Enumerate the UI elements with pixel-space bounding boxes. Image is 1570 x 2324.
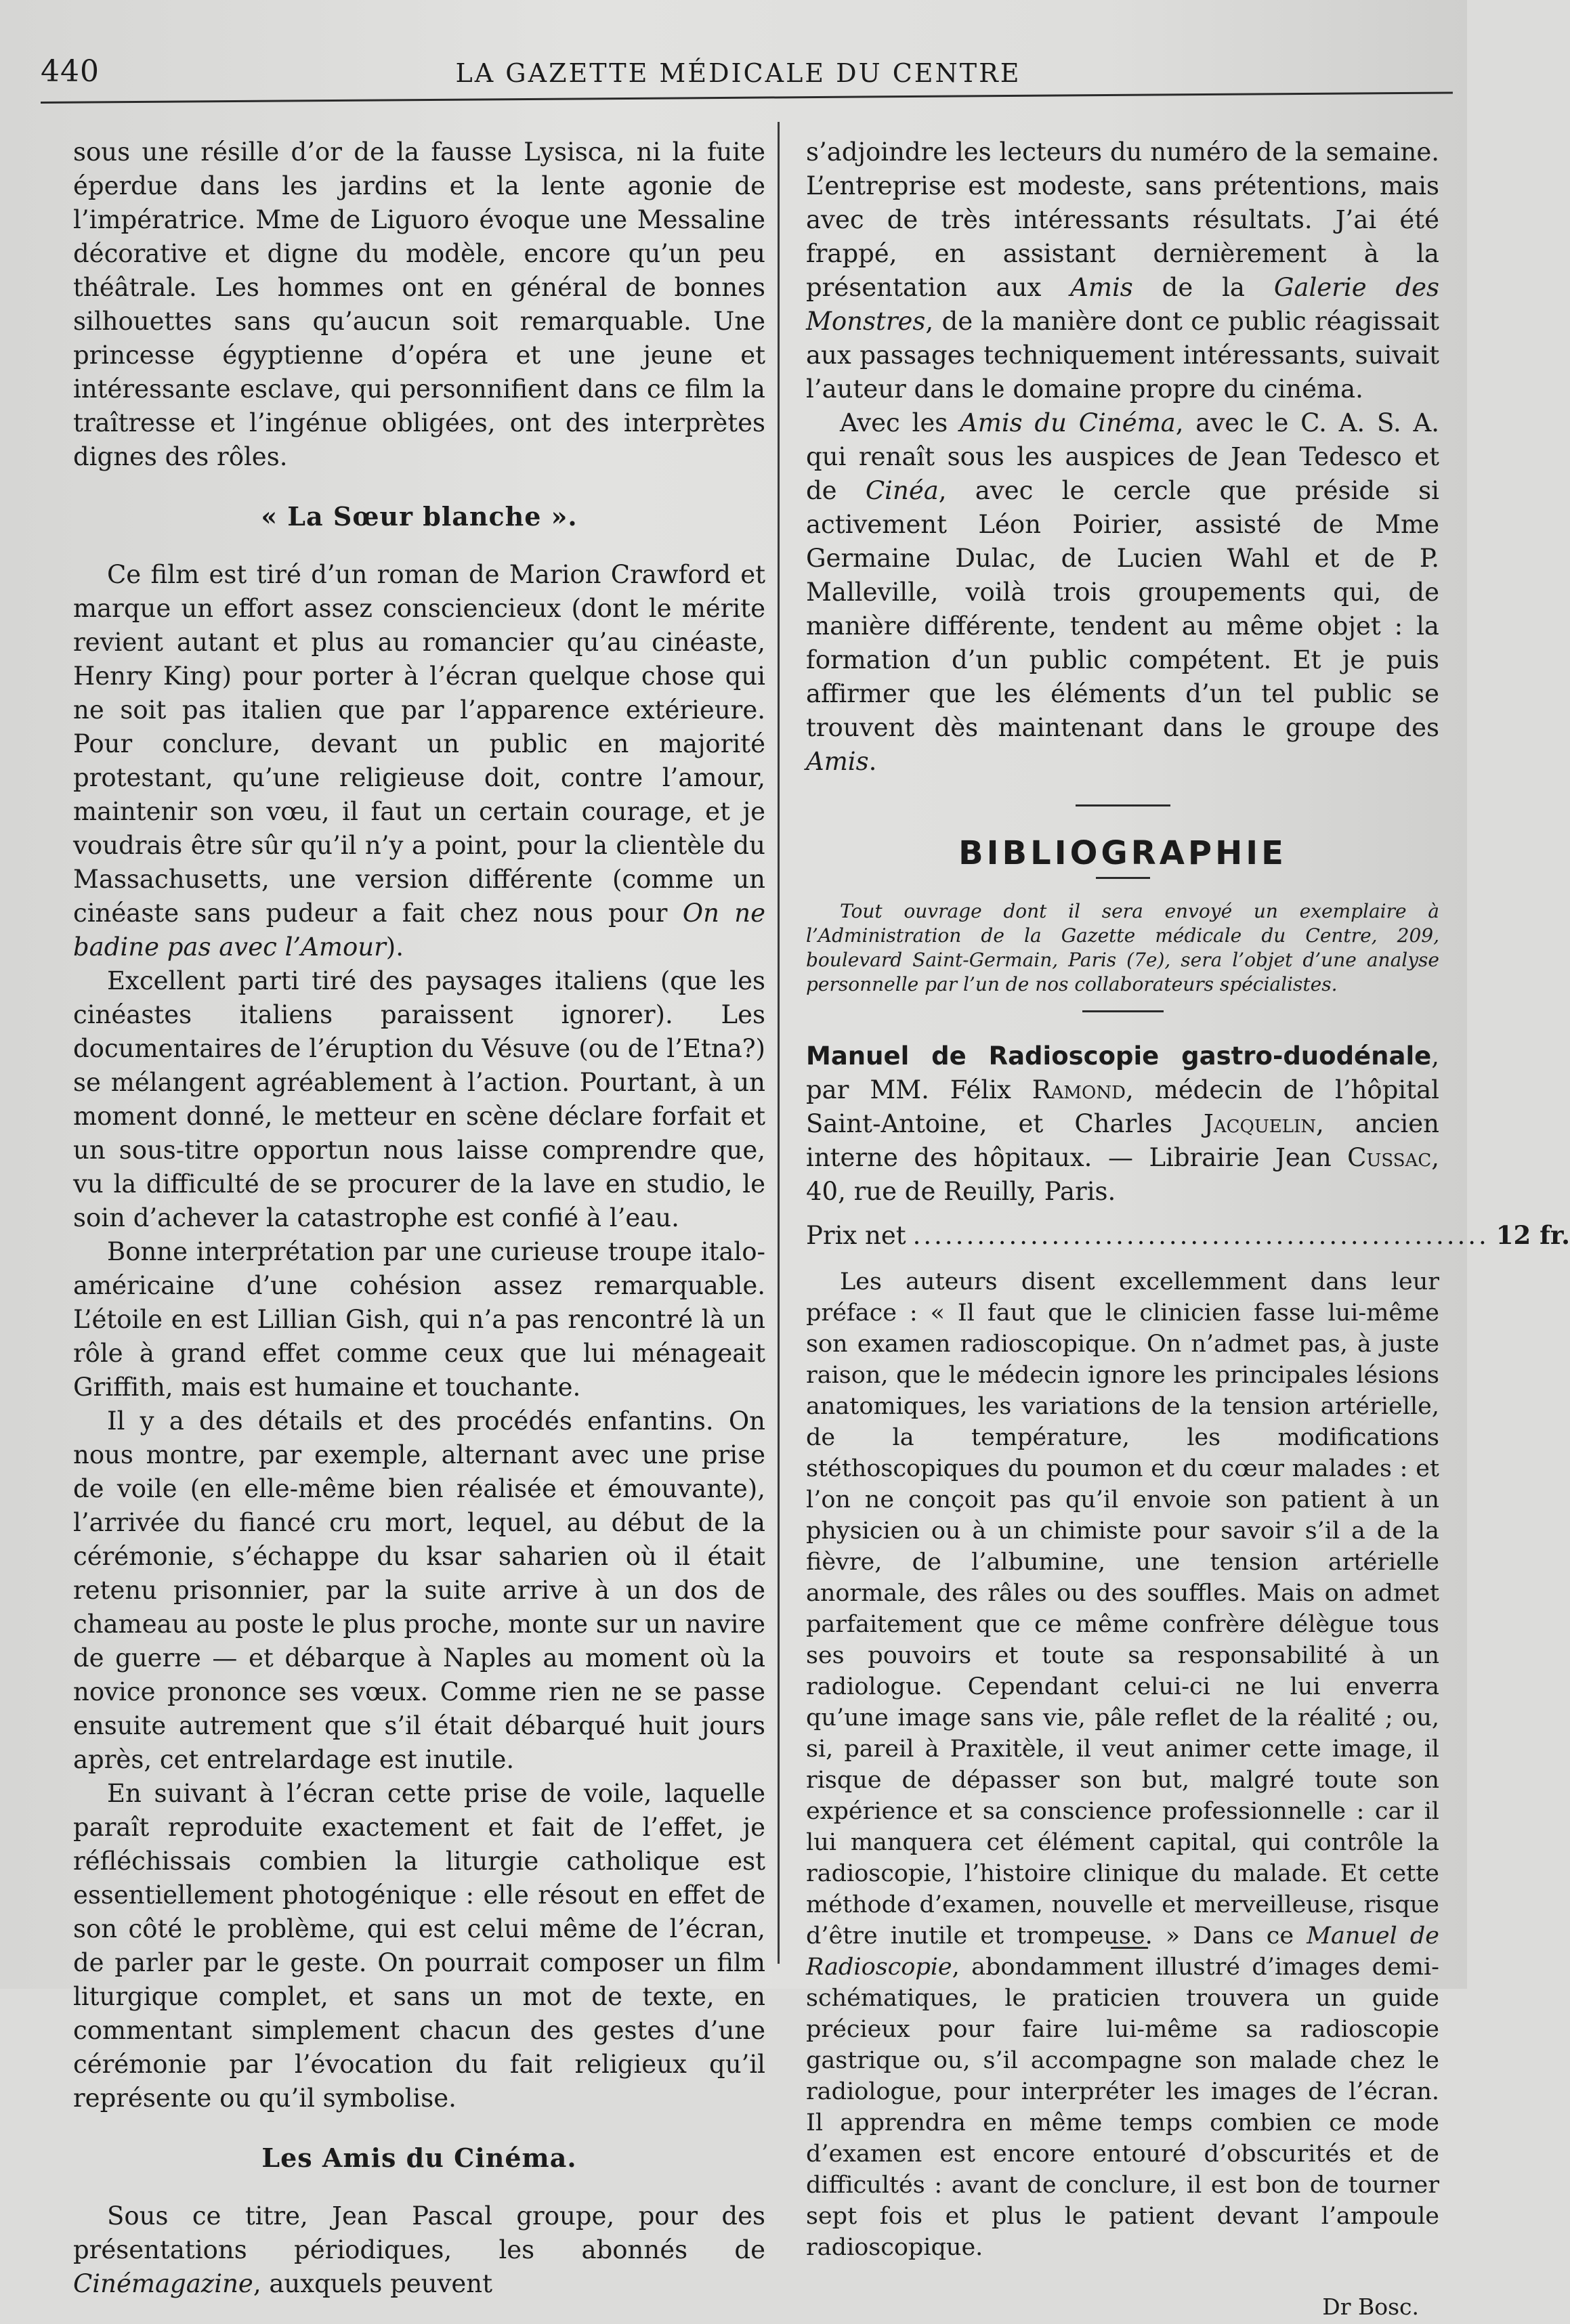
paragraph: sous une résille d’or de la fausse Lysisca, ni la fuite éperdue dans les jardins et la lente agonie de l’impératrice. Mme de Liguoro évoque une Messaline décorative et digne du modèle, encore qu’un peu théâtrale. Les hommes ont en général de bonnes silhouettes sans qu’aucun soit remarquable. Une princesse égyptienne d’opéra et une jeune et intéressante esclave, qui personnifient dans ce film la traîtresse et l’ingénue obligées, ont des interprètes dignes des rôles.	[73, 137, 765, 471]
italic-title: Cinémagazine	[73, 2269, 253, 2298]
footer-rule	[1111, 1947, 1148, 1949]
price-line	[806, 1218, 1570, 1253]
price-value: 12 fr.	[1495, 1220, 1570, 1250]
section-heading-amis-du-cinema: Les Amis du Cinéma.	[261, 2143, 577, 2173]
paragraph: Excellent parti tiré des paysages italiens (que les cinéastes italiens paraissent ignorer). Les documentaires de l’éruption du Vésuve (ou de l’Etna?) se mélangent agréablement à l’action. Pourtant, à un moment donné, le metteur en scène déclare forfait et un sous-titre opportun nous laisse comprendre que, vu la difficulté de se procurer de la lave en studio, le soin d’achever la catastrophe est confié à l’eau.	[73, 966, 765, 1232]
price-leader: ......................................................	[912, 1221, 1489, 1250]
left-column	[73, 135, 765, 2301]
paragraph: Avec les Amis du Cinéma, avec le C. A. S. A. qui renaît sous les auspices de Jean Tedesco et de Cinéa, avec le cercle que préside si activement Léon Poirier, assisté de Mme Germaine Dulac, de Lucien Wahl et de P. Malleville, voilà trois groupements qui, de manière différente, tendent au même objet : la formation d’un public compétent. Et je puis affirmer que les éléments d’un tel public se trouvent dès maintenant dans le groupe des Amis.	[806, 408, 1440, 776]
page-number: 440	[41, 54, 100, 89]
price-label: Prix net	[806, 1221, 906, 1250]
paragraph: Bonne interprétation par une curieuse troupe italo-américaine d’une cohésion assez remarquable. L’étoile en est Lillian Gish, qui n’a pas rencontré là un rôle à grand effet comme ceux que lui ménageait Griffith, mais est humaine et touchante.	[73, 1237, 765, 1402]
book-review: Les auteurs disent excellemment dans leur préface : « Il faut que le clinicien fasse lui-même son examen radioscopique. On n’admet pas, à juste raison, que le médecin ignore les principales lésions anatomiques, les variations de la tension artérielle, de la température, les modifications stéthoscopiques du poumon et du cœur malades : et l’on ne conçoit pas qu’il envoie son patient à un physicien ou à un chimiste pour savoir s’il a de la fièvre, de l’albumine, une tension artérielle anormale, des râles ou des souffles. Mais on admet parfaitement que ce même confrère délègue tous ses pouvoirs et toute sa responsabilité à un radiologue. Cependant celui-ci ne lui enverra qu’une image sans vie, pâle reflet de la réalité ; ou, si, pareil à Praxitèle, il veut animer cette image, il risque de dépasser son but, malgré toute son expérience et sa conscience professionnelle : car il lui manquera cet élément capital, qui contrôle la radioscopie, l’histoire clinique du malade. Et cette méthode d’examen, nouvelle et merveilleuse, risque d’être inutile et trompeuse. » Dans ce Manuel de Radioscopie, abondamment illustré d’images demi-schématiques, le praticien trouvera un guide précieux pour faire lui-même sa radioscopie gastrique ou, s’il accompagne son malade chez le radiologue, pour interpréter les images de l’écran. Il apprendra en même temps combien ce mode d’examen est encore entouré d’obscurités et de difficultés : avant de conclure, il est bon de tourner sept fois et plus le patient devant l’ampoule radioscopique.	[806, 1268, 1440, 2261]
bibliography-notice: Tout ouvrage dont il sera envoyé un exemplaire à l’Administration de la Gazette médicale du Centre, 209, boulevard Saint-Germain, Paris (7e), sera l’objet d’une analyse personnelle par l’un de nos collaborateurs spécialistes.	[806, 900, 1439, 995]
section-heading-soeur-blanche: « La Sœur blanche ».	[261, 501, 578, 532]
heading-rule	[1096, 877, 1150, 879]
right-column	[806, 135, 1570, 2324]
section-divider	[1076, 804, 1170, 806]
column-divider	[778, 122, 780, 1964]
page-header	[41, 54, 1436, 95]
book-entry: Manuel de Radioscopie gastro-duodénale, par MM. Félix Ramond, médecin de l’hôpital Saint-Antoine, et Charles Jacquelin, ancien interne des hôpitaux. — Librairie Jean Cussac, 40, rue de Reuilly, Paris.	[806, 1041, 1439, 1206]
paragraph: En suivant à l’écran cette prise de voile, laquelle paraît reproduite exactement et fait de l’effet, je réfléchissais combien la liturgie catholique est essentiellement photogénique : elle résout en effet de son côté le problème, qui est celui même de l’écran, de parler par le geste. On pourrait composer un film liturgique complet, et sans un mot de texte, en commentant simplement chacun des gestes d’une cérémonie par l’évocation du fait religieux qu’il représente ou qu’il symbolise.	[73, 1779, 765, 2113]
book-title: Manuel de Radioscopie gastro-duodénale	[806, 1041, 1432, 1071]
paragraph: Il y a des détails et des procédés enfantins. On nous montre, par exemple, alternant avec une prise de voile (en elle-même bien réalisée et émouvante), l’arrivée du fiancé cru mort, lequel, au début de la cérémonie, s’échappe du ksar saharien où il était retenu prisonnier, par la suite arrive à un dos de chameau au poste le plus proche, monte sur un navire de guerre — et débarque à Naples au moment où la novice prononce ses vœux. Comme rien ne se passe ensuite autrement que s’il était débarqué huit jours après, cet entrelardage est inutile.	[73, 1406, 765, 1774]
paragraph: Ce film est tiré d’un roman de Marion Crawford et marque un effort assez consciencieux (dont le mérite revient autant et plus au romancier qu’au cinéaste, Henry King) pour porter à l’écran quelque chose qui ne soit pas italien que par l’apparence extérieure. Pour conclure, devant un public en majorité protestant, qu’une religieuse doit, contre l’amour, maintenir son vœu, il faut un certain courage, et je voudrais être sûr qu’il n’y a point, pour la clientèle du Massachusetts, une version différente (comme un cinéaste sans pudeur a fait chez nous pour On ne badine pas avec l’Amour).	[73, 560, 765, 962]
paragraph: Sous ce titre, Jean Pascal groupe, pour des présentations périodiques, les abonnés de Cinémagazine, auxquels peuvent	[73, 2201, 765, 2298]
running-title: LA GAZETTE MÉDICALE DU CENTRE	[455, 58, 1021, 88]
bibliography-heading: BIBLIOGRAPHIE	[958, 834, 1287, 872]
review-signature: Dr Bosc.	[1322, 2294, 1419, 2320]
paragraph: s’adjoindre les lecteurs du numéro de la semaine. L’entreprise est modeste, sans prétentions, mais avec de très intéressants résultats. J’ai été frappé, en assistant dernièrement à la présentation aux Amis de la Galerie des Monstres, de la manière dont ce public réagissait aux passages techniquement intéressants, suivait l’auteur dans le domaine propre du cinéma.	[806, 137, 1440, 404]
italic-title: On ne badine pas avec l’Amour	[73, 899, 765, 962]
notice-rule	[1082, 1010, 1164, 1012]
